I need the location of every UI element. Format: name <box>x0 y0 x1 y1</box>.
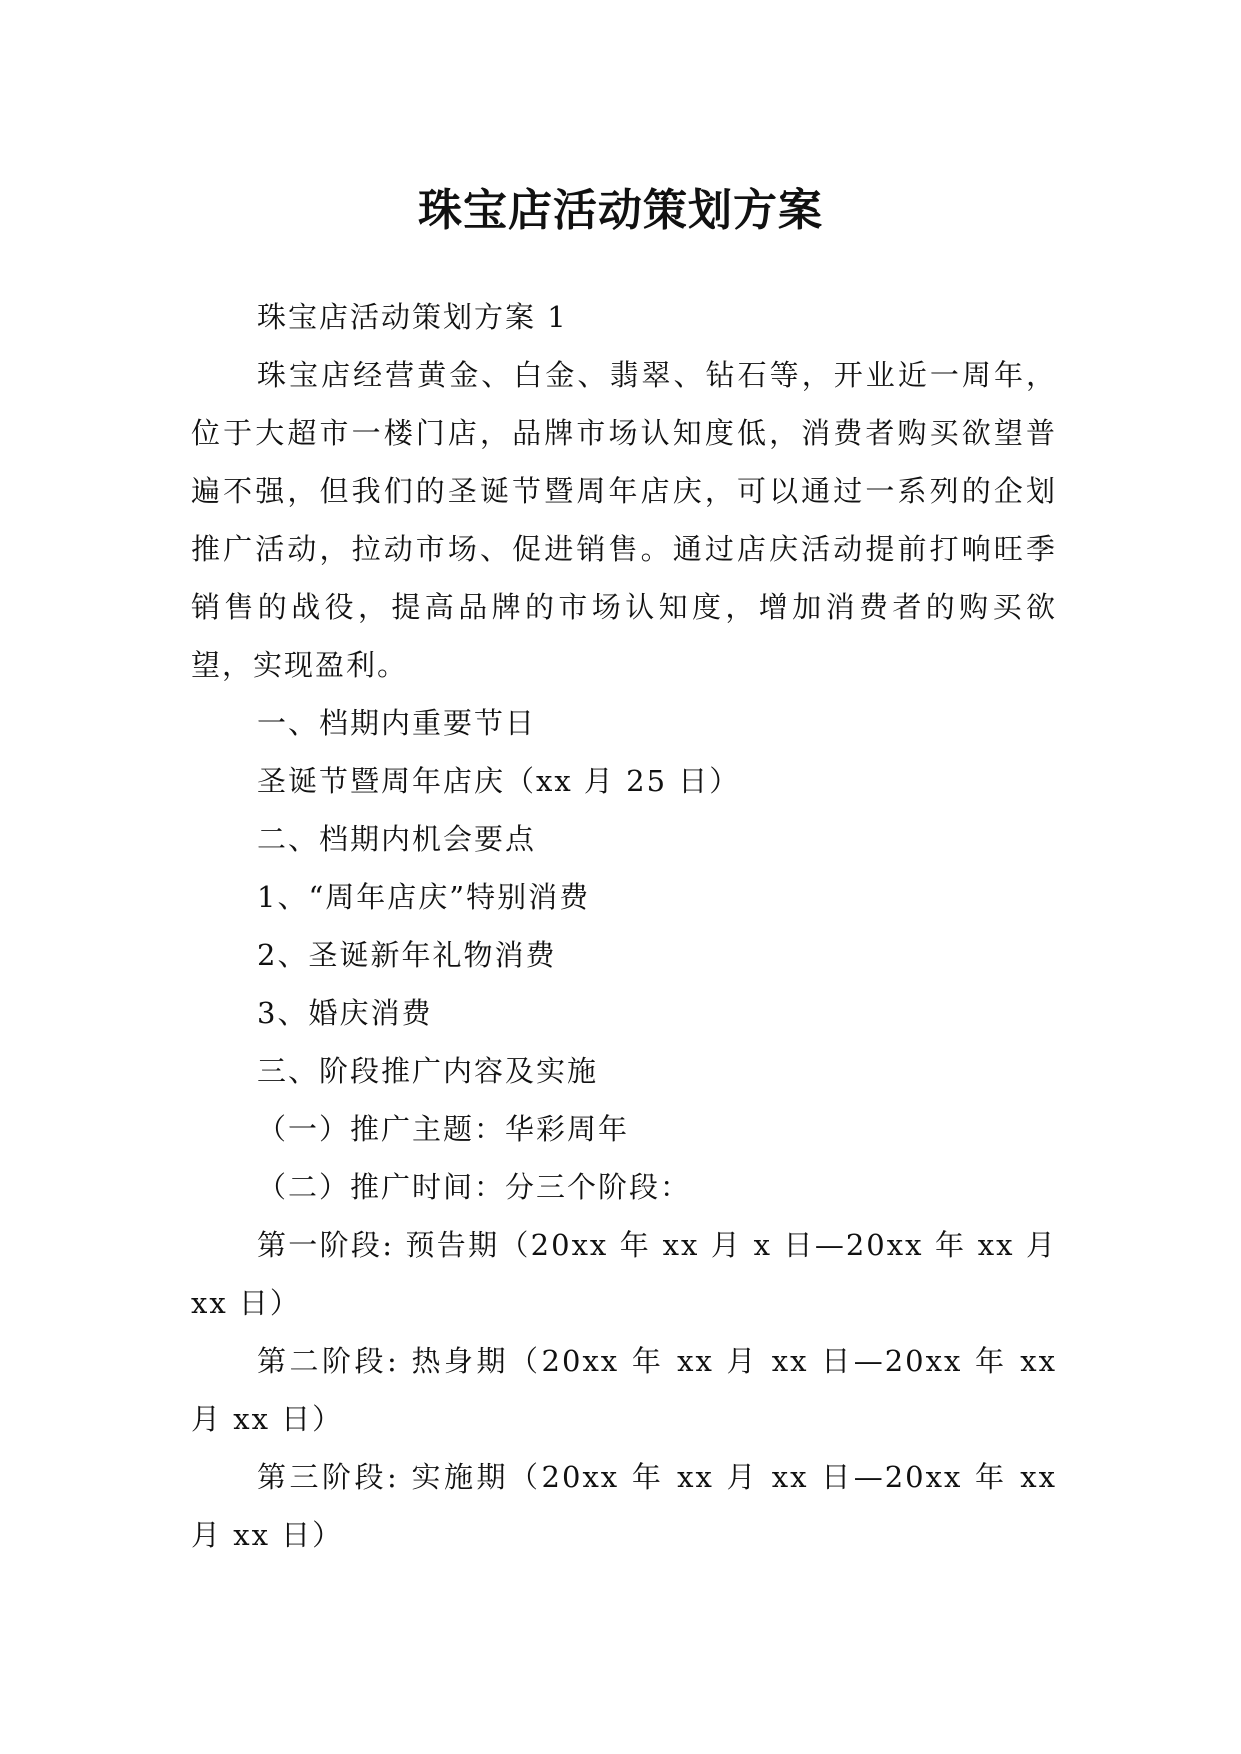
list-item: 2、圣诞新年礼物消费 <box>257 938 557 972</box>
subsection-heading: （二）推广时间：分三个阶段： <box>257 1170 692 1204</box>
intro-paragraph: 珠宝店经营黄金、白金、翡翠、钻石等，开业近一周年，位于大超市一楼门店，品牌市场认知度低，消费者购买欲望普遍不强，但我们的圣诞节暨周年店庆，可以通过一系列的企划推广活动，拉动市场、促进销售。通过店庆活动提前打响旺季销售的战役，提高品牌的市场认知度，增加消费者的购买欲望，实现盈利。 <box>191 358 1057 682</box>
section-heading: 三、阶段推广内容及实施 <box>257 1054 599 1088</box>
list-item: 1、“周年店庆”特别消费 <box>257 880 591 914</box>
phase-item: 第二阶段: 热身期（20xx 年 xx 月 xx 日—20xx 年 xx 月 xx 日） <box>191 1344 1057 1436</box>
section-heading: 珠宝店活动策划方案 1 <box>257 300 568 334</box>
list-item: 3、婚庆消费 <box>257 996 433 1030</box>
document-body <box>191 288 1057 1564</box>
section-heading: 二、档期内机会要点 <box>257 822 537 856</box>
section-heading: 一、档期内重要节日 <box>257 706 537 740</box>
subsection-heading: （一）推广主题：华彩周年 <box>257 1112 630 1146</box>
phase-item: 第一阶段: 预告期（20xx 年 xx 月 x 日—20xx 年 xx 月 xx 日） <box>191 1228 1057 1320</box>
document-title: 珠宝店活动策划方案 <box>418 185 823 237</box>
phase-item: 第三阶段: 实施期（20xx 年 xx 月 xx 日—20xx 年 xx 月 xx 日） <box>191 1460 1057 1552</box>
paragraph: 圣诞节暨周年店庆（xx 月 25 日） <box>257 764 741 798</box>
